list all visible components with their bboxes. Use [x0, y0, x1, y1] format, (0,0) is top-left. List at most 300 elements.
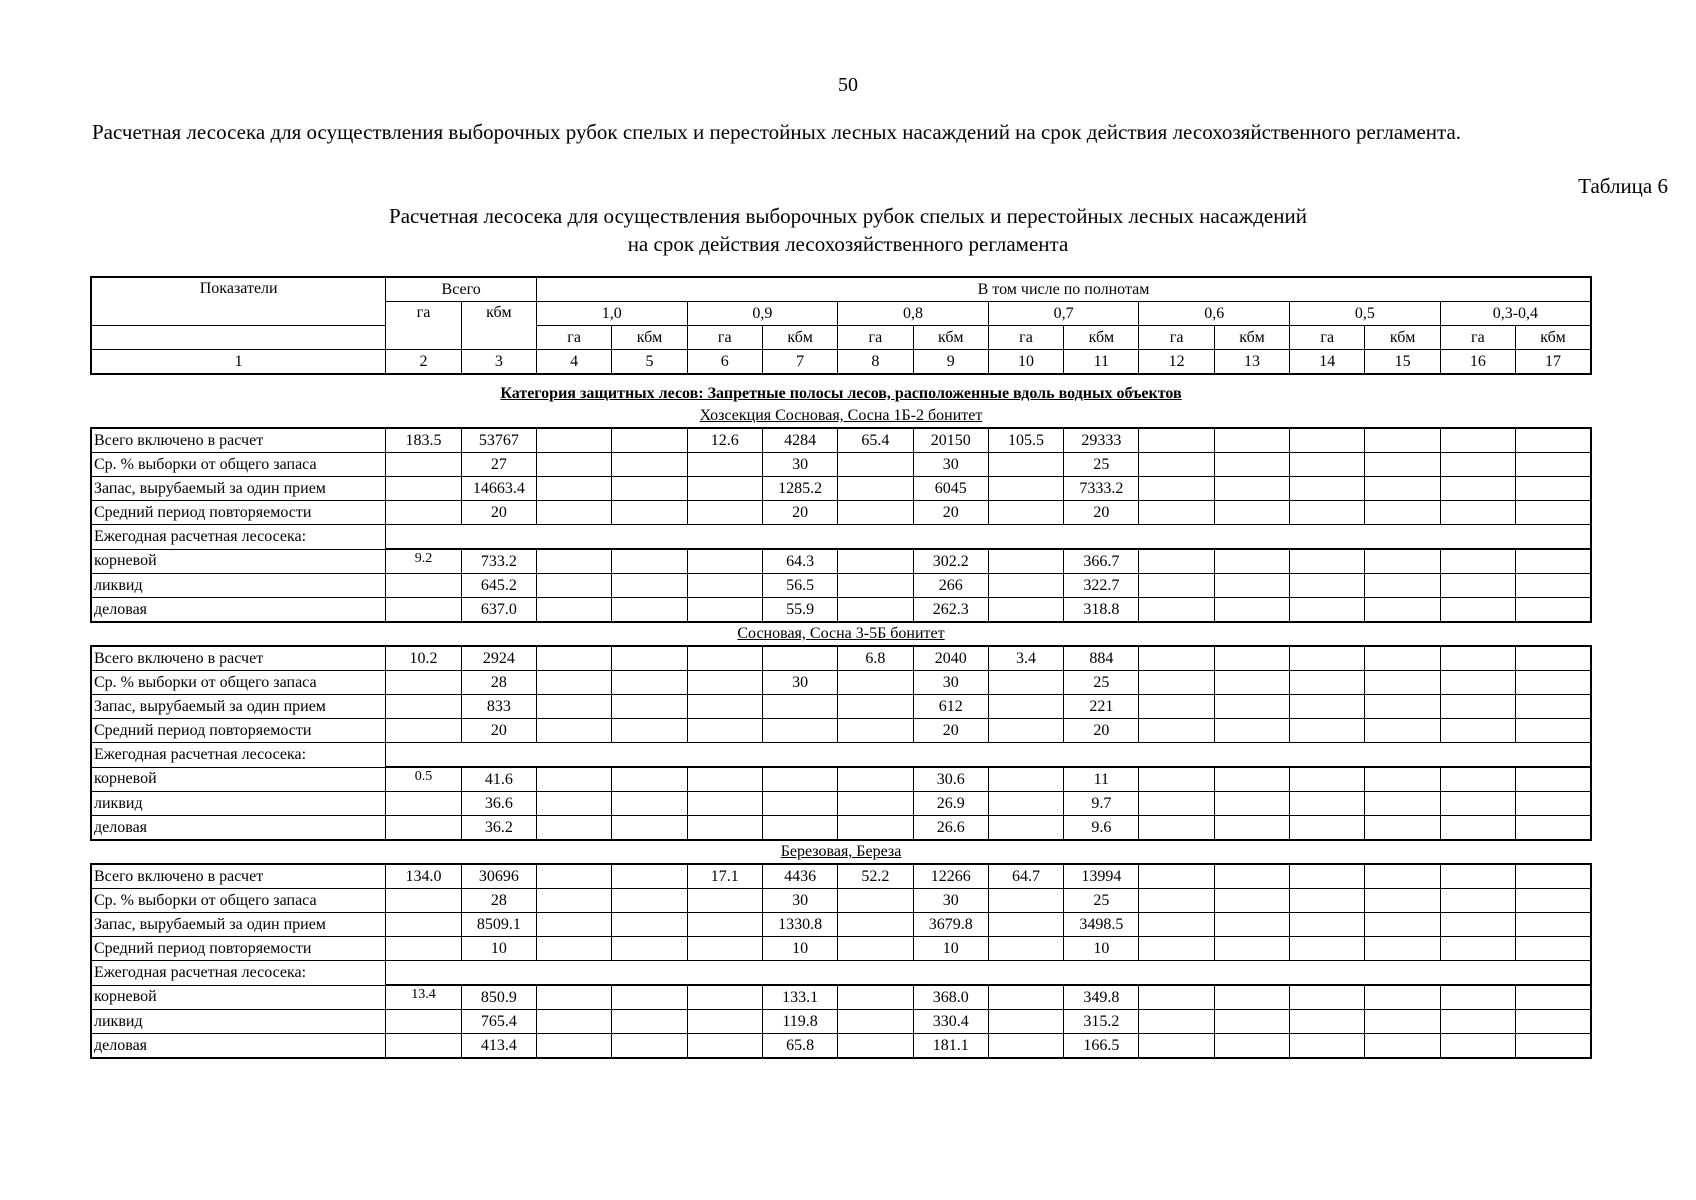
table-cell: 181.1: [913, 1034, 988, 1059]
table-cell: [386, 792, 461, 816]
table-cell: [1516, 792, 1591, 816]
header-density-2-ha: га: [838, 326, 913, 350]
table-cell: 20: [913, 501, 988, 525]
table-cell: 30.6: [913, 767, 988, 792]
row-label: Средний период повторяемости: [91, 719, 386, 743]
table-cell: [1214, 695, 1289, 719]
table-cell: [1365, 1010, 1440, 1034]
table-cell: [838, 1010, 913, 1034]
table-cell: 64.7: [988, 864, 1063, 889]
table-row: [91, 428, 1591, 453]
table-cell: 833: [461, 695, 536, 719]
table-cell: [536, 864, 611, 889]
table-cell: [536, 574, 611, 598]
table-cell: [838, 598, 913, 623]
table-cell: [386, 477, 461, 501]
table-cell: [1365, 477, 1440, 501]
table-cell: [838, 574, 913, 598]
table-cell: 266: [913, 574, 988, 598]
header-density-1: 0,9: [687, 302, 838, 326]
table-cell: [612, 695, 687, 719]
table-cell: [1139, 1010, 1214, 1034]
table-cell: 20150: [913, 428, 988, 453]
table-cell: [1516, 1010, 1591, 1034]
table-row: [91, 1010, 1591, 1034]
table-cell: [1516, 671, 1591, 695]
page-number: 50: [838, 74, 858, 96]
table-cell: [988, 816, 1063, 841]
table-cell: [612, 913, 687, 937]
table-cell: [386, 453, 461, 477]
table-cell: [988, 792, 1063, 816]
table-cell: [1516, 1034, 1591, 1059]
table-header: [90, 276, 1592, 375]
table-cell: [687, 1034, 762, 1059]
table-cell: [1290, 428, 1365, 453]
table-cell: 30: [913, 889, 988, 913]
section-table: [90, 863, 1592, 1059]
table-cell: 645.2: [461, 574, 536, 598]
table-cell: 29333: [1064, 428, 1139, 453]
row-label: Средний период повторяемости: [91, 501, 386, 525]
table-cell: 30: [762, 889, 837, 913]
column-number: 12: [1139, 350, 1214, 375]
table-cell: [1290, 985, 1365, 1010]
table-cell: [988, 477, 1063, 501]
table-cell: [1214, 1034, 1289, 1059]
table-cell: [1290, 695, 1365, 719]
table-cell: 315.2: [1064, 1010, 1139, 1034]
table-row: [91, 816, 1591, 841]
table-cell: [1516, 719, 1591, 743]
table-cell: 25: [1064, 671, 1139, 695]
table-cell: [838, 985, 913, 1010]
table-row: [91, 574, 1591, 598]
table-cell: [1365, 598, 1440, 623]
table-cell: 27: [461, 453, 536, 477]
table-cell: [1440, 428, 1515, 453]
table-cell: [1139, 937, 1214, 961]
table-cell: 850.9: [461, 985, 536, 1010]
table-cell: [1139, 598, 1214, 623]
table-cell: 30: [913, 453, 988, 477]
table-cell: [1214, 937, 1289, 961]
table-cell: [1365, 1034, 1440, 1059]
row-label: деловая: [91, 1034, 386, 1059]
table-row: [91, 477, 1591, 501]
section-title: Сосновая, Сосна 3-5Б бонитет: [737, 625, 945, 642]
table-cell: [988, 671, 1063, 695]
table-cell: [1290, 1010, 1365, 1034]
table-cell: [687, 913, 762, 937]
table-cell: 3679.8: [913, 913, 988, 937]
table-cell: [1290, 889, 1365, 913]
table-cell: [1214, 913, 1289, 937]
table-cell: [612, 598, 687, 623]
table-cell: [1214, 501, 1289, 525]
table-cell: [1440, 719, 1515, 743]
table-cell: [1214, 574, 1289, 598]
table-cell: [1440, 549, 1515, 574]
table-cell: [536, 598, 611, 623]
table-cell: [1139, 477, 1214, 501]
table-cell: [1440, 453, 1515, 477]
table-cell: [536, 695, 611, 719]
column-number: 16: [1440, 350, 1515, 375]
table-cell: 2924: [461, 646, 536, 671]
table-cell: [838, 695, 913, 719]
table-cell: [1440, 913, 1515, 937]
table-cell: [1290, 816, 1365, 841]
table-cell: 322.7: [1064, 574, 1139, 598]
table-cell: 10: [1064, 937, 1139, 961]
table-cell: 9.2: [386, 549, 461, 574]
header-density-6: 0,3-0,4: [1440, 302, 1591, 326]
table-cell: [1365, 453, 1440, 477]
table-number: Таблица 6: [1578, 174, 1668, 198]
annual-label-blank: [386, 961, 1591, 986]
table-cell: 9.6: [1064, 816, 1139, 841]
annual-label-row: [91, 743, 1591, 768]
row-label: корневой: [91, 985, 386, 1010]
table-cell: [1139, 501, 1214, 525]
table-cell: 36.2: [461, 816, 536, 841]
header-density-4-m3: кбм: [1214, 326, 1289, 350]
table-cell: [1440, 671, 1515, 695]
table-cell: 134.0: [386, 864, 461, 889]
table-cell: [687, 719, 762, 743]
column-number: 7: [762, 350, 837, 375]
column-number: 5: [612, 350, 687, 375]
table-cell: [1290, 767, 1365, 792]
table-cell: [838, 453, 913, 477]
table-cell: 349.8: [1064, 985, 1139, 1010]
table-cell: [687, 501, 762, 525]
table-cell: 20: [1064, 719, 1139, 743]
intro-paragraph: Расчетная лесосека для осуществления выборочных рубок спелых и перестойных лесных насаждений на срок действия лесохозяйственного регламента.: [92, 120, 1462, 144]
table-cell: [1290, 549, 1365, 574]
column-number: 2: [386, 350, 461, 375]
table-cell: [1290, 937, 1365, 961]
table-cell: [1516, 695, 1591, 719]
table-cell: [612, 1010, 687, 1034]
row-label: Ср. % выборки от общего запаса: [91, 671, 386, 695]
table-cell: 25: [1064, 453, 1139, 477]
table-cell: 637.0: [461, 598, 536, 623]
table-cell: 12266: [913, 864, 988, 889]
table-cell: 183.5: [386, 428, 461, 453]
table-cell: [1440, 864, 1515, 889]
table-cell: [838, 671, 913, 695]
table-cell: 9.7: [1064, 792, 1139, 816]
table-row: [91, 985, 1591, 1010]
table-cell: 20: [461, 501, 536, 525]
annual-label: Ежегодная расчетная лесосека:: [91, 525, 386, 550]
table-cell: 13994: [1064, 864, 1139, 889]
table-cell: [1516, 598, 1591, 623]
header-density-6-ha: га: [1440, 326, 1515, 350]
annual-label: Ежегодная расчетная лесосека:: [91, 743, 386, 768]
section-title: Хозсекция Сосновая, Сосна 1Б-2 бонитет: [699, 407, 983, 424]
table-cell: [1516, 453, 1591, 477]
table-row: [91, 1034, 1591, 1059]
table-cell: [838, 913, 913, 937]
table-cell: [612, 574, 687, 598]
table-cell: [1516, 501, 1591, 525]
table-cell: 30696: [461, 864, 536, 889]
table-cell: [687, 767, 762, 792]
table-cell: [386, 913, 461, 937]
header-density-1-m3: кбм: [762, 326, 837, 350]
column-number: 13: [1214, 350, 1289, 375]
table-cell: [536, 719, 611, 743]
table-cell: [687, 453, 762, 477]
table-cell: [1139, 767, 1214, 792]
table-cell: [1365, 913, 1440, 937]
table-row: [91, 671, 1591, 695]
table-cell: [1139, 864, 1214, 889]
row-label: деловая: [91, 598, 386, 623]
header-density-5-m3: кбм: [1365, 326, 1440, 350]
table-cell: [612, 549, 687, 574]
table-cell: 4284: [762, 428, 837, 453]
row-label: Средний период повторяемости: [91, 937, 386, 961]
table-cell: 8509.1: [461, 913, 536, 937]
table-cell: [1139, 646, 1214, 671]
table-cell: [612, 477, 687, 501]
table-cell: [1214, 671, 1289, 695]
table-cell: 53767: [461, 428, 536, 453]
row-label: Всего включено в расчет: [91, 646, 386, 671]
table-cell: [612, 1034, 687, 1059]
table-cell: [838, 816, 913, 841]
table-cell: [988, 501, 1063, 525]
table-row: [91, 792, 1591, 816]
table-cell: 14663.4: [461, 477, 536, 501]
table-cell: [988, 937, 1063, 961]
table-cell: [536, 646, 611, 671]
table-cell: [838, 719, 913, 743]
table-cell: 11: [1064, 767, 1139, 792]
table-cell: [1139, 913, 1214, 937]
table-cell: [386, 719, 461, 743]
table-cell: [1440, 767, 1515, 792]
table-cell: [536, 913, 611, 937]
table-cell: [386, 889, 461, 913]
table-cell: 330.4: [913, 1010, 988, 1034]
table-cell: [988, 913, 1063, 937]
table-title-line-1: Расчетная лесосека для осуществления выборочных рубок спелых и перестойных лесных насаждений: [389, 204, 1307, 228]
column-number: 14: [1290, 350, 1365, 375]
table-cell: [1440, 695, 1515, 719]
table-cell: [1365, 574, 1440, 598]
table-cell: [386, 501, 461, 525]
table-cell: [1516, 574, 1591, 598]
table-cell: [1139, 889, 1214, 913]
table-title-line-2: на срок действия лесохозяйственного регламента: [627, 232, 1069, 256]
table-cell: 25: [1064, 889, 1139, 913]
table-cell: 262.3: [913, 598, 988, 623]
table-cell: 6.8: [838, 646, 913, 671]
table-cell: 166.5: [1064, 1034, 1139, 1059]
table-cell: [988, 598, 1063, 623]
table-cell: [1290, 477, 1365, 501]
table-cell: [1365, 719, 1440, 743]
table-cell: [1365, 816, 1440, 841]
table-row: [91, 453, 1591, 477]
table-cell: [1440, 792, 1515, 816]
table-cell: [612, 937, 687, 961]
table-cell: [838, 501, 913, 525]
table-cell: [1214, 816, 1289, 841]
table-cell: [988, 549, 1063, 574]
table-cell: [762, 792, 837, 816]
table-cell: [1440, 574, 1515, 598]
header-density-5: 0,5: [1290, 302, 1441, 326]
table-cell: 12.6: [687, 428, 762, 453]
table-cell: [386, 1034, 461, 1059]
table-cell: [838, 889, 913, 913]
table-cell: 733.2: [461, 549, 536, 574]
table-cell: [1290, 864, 1365, 889]
table-cell: [1440, 937, 1515, 961]
table-cell: [612, 816, 687, 841]
table-cell: 3.4: [988, 646, 1063, 671]
table-cell: [1290, 1034, 1365, 1059]
table-cell: 17.1: [687, 864, 762, 889]
table-cell: [1214, 719, 1289, 743]
column-number: 9: [913, 350, 988, 375]
table-cell: [1365, 792, 1440, 816]
table-cell: [687, 816, 762, 841]
table-cell: [988, 695, 1063, 719]
table-cell: [687, 477, 762, 501]
table-cell: [1365, 864, 1440, 889]
table-cell: 20: [913, 719, 988, 743]
row-label: Запас, вырубаемый за один прием: [91, 913, 386, 937]
table-row: [91, 549, 1591, 574]
table-cell: [1290, 453, 1365, 477]
column-number: 6: [687, 350, 762, 375]
annual-label-blank: [386, 525, 1591, 550]
table-cell: [838, 549, 913, 574]
header-density-3-ha: га: [988, 326, 1063, 350]
table-cell: 318.8: [1064, 598, 1139, 623]
section-title: Березовая, Береза: [780, 843, 902, 860]
table-cell: [386, 598, 461, 623]
table-cell: 10.2: [386, 646, 461, 671]
table-cell: [1365, 889, 1440, 913]
table-cell: [612, 792, 687, 816]
table-cell: [1214, 646, 1289, 671]
table-cell: 3498.5: [1064, 913, 1139, 937]
column-number: 15: [1365, 350, 1440, 375]
header-density-3-m3: кбм: [1064, 326, 1139, 350]
table-cell: [1290, 501, 1365, 525]
table-cell: [687, 549, 762, 574]
table-cell: [1516, 477, 1591, 501]
column-number: 4: [536, 350, 611, 375]
table-cell: [687, 646, 762, 671]
table-cell: [762, 767, 837, 792]
table-cell: [536, 453, 611, 477]
row-label: деловая: [91, 816, 386, 841]
table-cell: [386, 574, 461, 598]
table-cell: [1516, 549, 1591, 574]
table-cell: [386, 816, 461, 841]
table-cell: [536, 671, 611, 695]
table-cell: 133.1: [762, 985, 837, 1010]
table-cell: 30: [762, 453, 837, 477]
annual-label-blank: [386, 743, 1591, 768]
table-cell: 41.6: [461, 767, 536, 792]
table-cell: [1139, 671, 1214, 695]
table-cell: [1214, 549, 1289, 574]
table-cell: [1139, 574, 1214, 598]
table-cell: [687, 985, 762, 1010]
section-table: [90, 645, 1592, 841]
table-cell: [687, 574, 762, 598]
row-label: Ср. % выборки от общего запаса: [91, 889, 386, 913]
table-cell: [1214, 453, 1289, 477]
table-cell: 36.6: [461, 792, 536, 816]
table-cell: 119.8: [762, 1010, 837, 1034]
row-label: Запас, вырубаемый за один прием: [91, 477, 386, 501]
table-cell: 20: [1064, 501, 1139, 525]
header-density-5-ha: га: [1290, 326, 1365, 350]
table-title: [0, 202, 1696, 258]
table-cell: [612, 428, 687, 453]
table-cell: [1290, 913, 1365, 937]
annual-label-row: [91, 961, 1591, 986]
table-cell: [1290, 671, 1365, 695]
table-cell: [1516, 428, 1591, 453]
table-cell: [612, 889, 687, 913]
row-label: Запас, вырубаемый за один прием: [91, 695, 386, 719]
table-cell: [386, 695, 461, 719]
table-cell: 13.4: [386, 985, 461, 1010]
table-cell: [1516, 816, 1591, 841]
table-cell: [1214, 889, 1289, 913]
table-cell: [1440, 598, 1515, 623]
table-cell: [687, 695, 762, 719]
section-table: [90, 427, 1592, 623]
table-cell: [1440, 985, 1515, 1010]
table-cell: [988, 985, 1063, 1010]
header-total-ha: га: [386, 302, 461, 350]
table-cell: [988, 453, 1063, 477]
table-cell: 20: [762, 501, 837, 525]
annual-label-row: [91, 525, 1591, 550]
table-cell: [838, 1034, 913, 1059]
table-cell: [687, 1010, 762, 1034]
column-number: 10: [988, 350, 1063, 375]
table-row: [91, 937, 1591, 961]
table-cell: [536, 1034, 611, 1059]
table-cell: 10: [762, 937, 837, 961]
table-cell: 55.9: [762, 598, 837, 623]
table-cell: [536, 816, 611, 841]
table-cell: [1290, 598, 1365, 623]
table-cell: [1214, 1010, 1289, 1034]
table-cell: [1214, 477, 1289, 501]
row-label: ликвид: [91, 792, 386, 816]
header-density-2-m3: кбм: [913, 326, 988, 350]
table-cell: 1285.2: [762, 477, 837, 501]
header-density-4-ha: га: [1139, 326, 1214, 350]
table-cell: 26.6: [913, 816, 988, 841]
table-cell: 7333.2: [1064, 477, 1139, 501]
